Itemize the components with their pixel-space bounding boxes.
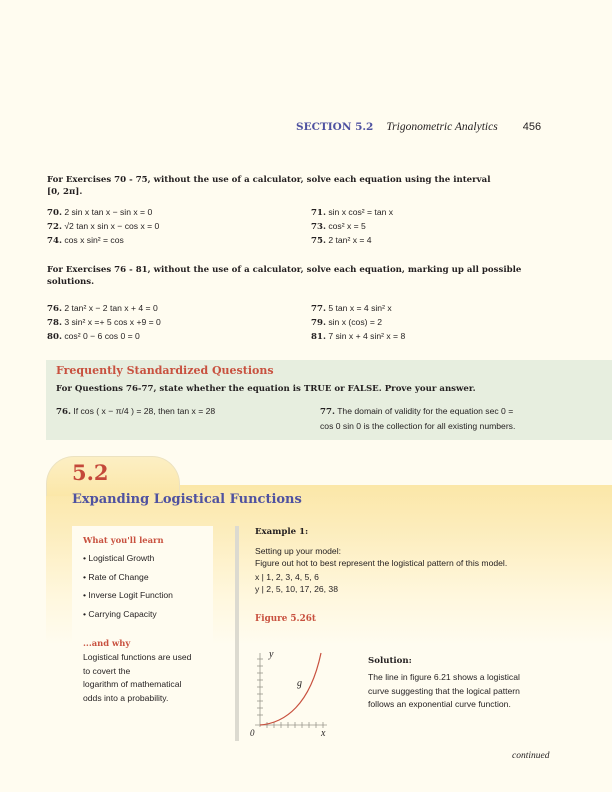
exercise-73 (311, 220, 366, 233)
why-heading: ...and why (83, 638, 131, 648)
solution-line: The line in figure 6.21 shows a logistical (368, 672, 520, 682)
exercise-77 (311, 302, 392, 315)
x-values: x | 1, 2, 3, 4, 5, 6 (255, 572, 319, 582)
section-title: Trigonometric Analytics (386, 121, 498, 133)
learn-item: • Inverse Logit Function (83, 590, 173, 600)
question-text: The domain of validity for the equation sec 0 = (337, 406, 514, 416)
solution-line: curve suggesting that the logical pattern (368, 685, 520, 696)
exercise-text: sin x cos² = tan x (328, 207, 394, 217)
question-number: 77. (320, 407, 335, 417)
exercise-number: 79. (311, 318, 326, 328)
why-line: Logistical functions are used (83, 652, 192, 662)
learn-item: • Rate of Change (83, 572, 149, 582)
solution-title: Solution: (368, 656, 412, 666)
why-line: logarithm of mathematical (83, 679, 182, 689)
curve-label: g (297, 678, 302, 689)
running-header (296, 121, 541, 133)
y-axis-label: y (269, 649, 274, 660)
instruction-line: For Exercises 76 - 81, without the use of a calculator, solve each equation, marking up all possible (47, 265, 522, 275)
exercise-71 (311, 206, 393, 219)
exercise-text: cos² 0 − 6 cos 0 = 0 (64, 331, 140, 341)
exercise-number: 80. (47, 332, 62, 342)
learn-item: • Logistical Growth (83, 553, 155, 563)
axes (255, 653, 327, 728)
why-line: odds into a probability. (83, 692, 169, 703)
fsq-title: Frequently Standardized Questions (56, 364, 274, 377)
exercise-70 (47, 206, 152, 219)
page-number: 456 (522, 121, 542, 133)
exercise-80 (47, 330, 140, 343)
learn-item: • Carrying Capacity (83, 609, 157, 619)
exercise-text: cos x sin² = cos (64, 235, 124, 245)
exercise-76 (47, 302, 158, 315)
exercise-number: 77. (311, 304, 326, 314)
question-number: 76. (56, 407, 71, 417)
column-divider (235, 526, 239, 741)
exercise-number: 72. (47, 222, 62, 232)
y-values: y | 2, 5, 10, 17, 26, 38 (255, 584, 338, 594)
exponential-graph (245, 645, 340, 745)
solution-line: follows an exponential curve function. (368, 699, 511, 709)
exercise-number: 71. (311, 208, 326, 218)
origin-label: 0 (250, 728, 255, 738)
exercise-text: 2 tan² x = 4 (328, 235, 372, 245)
exercise-number: 75. (311, 236, 326, 246)
exercise-text: √2 tan x sin x − cos x = 0 (64, 221, 160, 231)
exercise-72 (47, 220, 159, 233)
exercise-number: 70. (47, 208, 62, 218)
x-axis-label: x (321, 728, 326, 739)
exercise-number: 76. (47, 304, 62, 314)
learn-heading: What you'll learn (83, 535, 164, 545)
fsq-question-76 (56, 405, 215, 418)
why-text (83, 651, 191, 705)
why-line: to covert the (83, 665, 131, 676)
exercise-text: 2 tan² x − 2 tan x + 4 = 0 (64, 303, 158, 313)
fsq-question-77 (320, 405, 513, 418)
exercise-number: 74. (47, 236, 62, 246)
exercise-81 (311, 330, 405, 343)
solution-body (368, 671, 520, 712)
exercise-number: 78. (47, 318, 62, 328)
exercise-text: 3 sin² x =+ 5 cos x +9 = 0 (64, 317, 161, 327)
fsq-question-77-cont: cos 0 sin 0 is the collection for all existing numbers. (320, 421, 516, 431)
exercise-text: sin x (cos) = 2 (328, 317, 383, 327)
instruction-line: [0, 2π]. (47, 187, 83, 197)
exercises-a-instruction (47, 174, 491, 198)
exercise-number: 73. (311, 222, 326, 232)
exercise-75 (311, 234, 372, 247)
section-number: 5.2 (72, 460, 109, 485)
section-heading: Expanding Logistical Functions (72, 492, 302, 507)
example-title: Example 1: (255, 527, 309, 537)
exercise-text: 5 tan x = 4 sin² x (328, 303, 392, 313)
exercises-b-instruction (47, 264, 521, 288)
fsq-instruction: For Questions 76-77, state whether the equation is TRUE or FALSE. Prove your answer. (56, 384, 476, 394)
continued-label: continued (512, 751, 550, 761)
instruction-line: solutions. (47, 277, 95, 287)
exercise-74 (47, 234, 124, 247)
figure-label: Figure 5.26t (255, 614, 316, 624)
example-line: Setting up your model: (255, 546, 341, 556)
exercise-79 (311, 316, 382, 329)
section-tab (46, 456, 180, 496)
question-text: If cos ( x − π/4 ) = 28, then tan x = 28 (73, 406, 216, 416)
curve-g (260, 653, 321, 725)
example-line: Figure out hot to best represent the logistical pattern of this model. (255, 558, 508, 568)
instruction-line: For Exercises 70 - 75, without the use of a calculator, solve each equation using the interval (47, 175, 491, 185)
exercise-text: 7 sin x + 4 sin² x = 8 (328, 331, 406, 341)
exercise-text: cos² x = 5 (328, 221, 366, 231)
exercise-text: 2 sin x tan x − sin x = 0 (64, 207, 153, 217)
section-label: SECTION 5.2 (296, 121, 374, 133)
example-body (255, 545, 507, 595)
exercise-78 (47, 316, 161, 329)
exercise-number: 81. (311, 332, 326, 342)
